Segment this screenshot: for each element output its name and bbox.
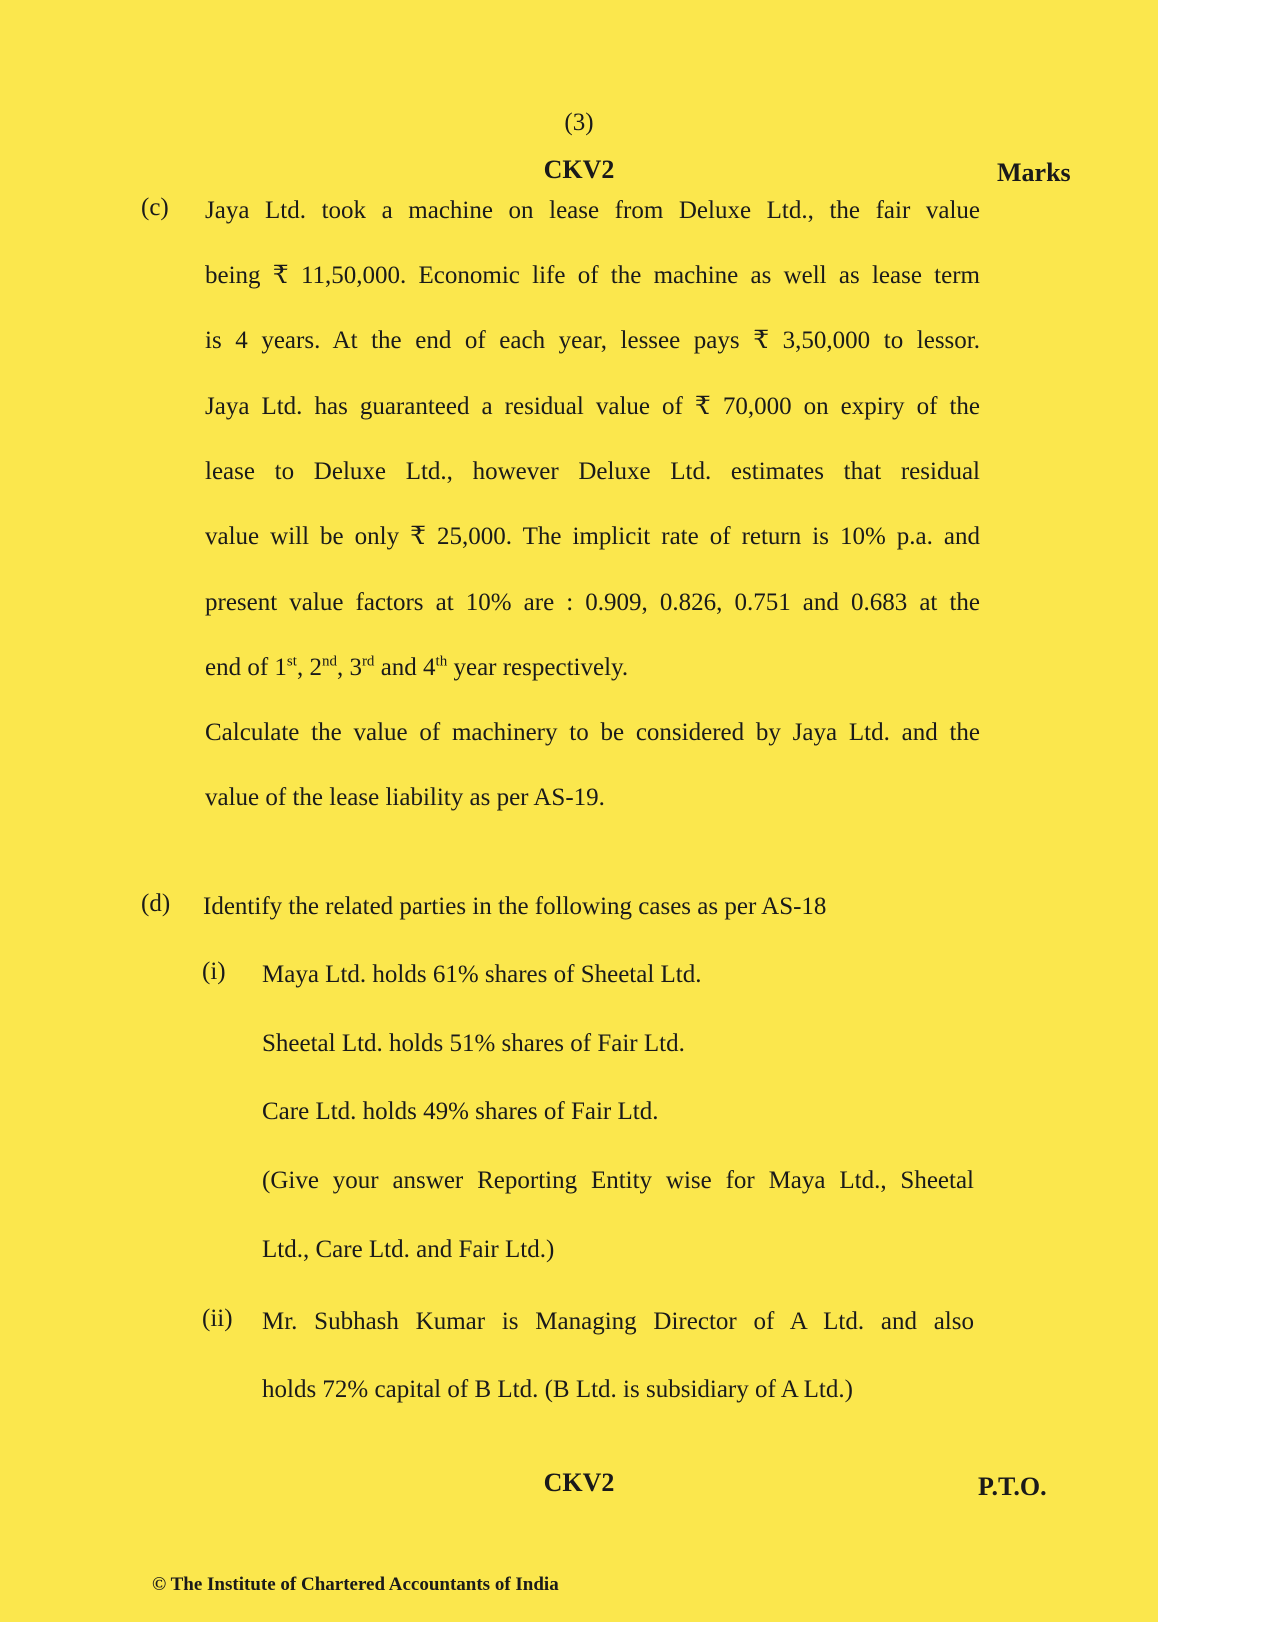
question-c-label: (c) [141,194,169,221]
marks-column-heading: Marks [997,158,1071,187]
copyright-notice: © The Institute of Chartered Accountants of India [152,1574,559,1595]
case-i-line-5: Ltd., Care Ltd. and Fair Ltd.) [262,1236,555,1263]
paper-code-footer: CKV2 [543,1468,615,1497]
case-ii-line-2: holds 72% capital of B Ltd. (B Ltd. is subsidiary of A Ltd.) [262,1376,853,1403]
case-i-line-3: Care Ltd. holds 49% shares of Fair Ltd. [262,1098,659,1125]
question-c-line-8: end of 1st, 2nd, 3rd and 4th year respectively. [205,653,629,681]
question-c-line-6: value will be only ₹ 25,000. The implicit rate of return is 10% p.a. and [205,523,980,550]
case-ii-label: (ii) [202,1305,233,1332]
question-c-line-2: being ₹ 11,50,000. Economic life of the machine as well as lease term [205,262,980,289]
question-c-instruction-line-2: value of the lease liability as per AS-19. [205,784,605,811]
question-c-line-3: is 4 years. At the end of each year, lessee pays ₹ 3,50,000 to lessor. [205,327,980,354]
question-c-line-4: Jaya Ltd. has guaranteed a residual value of ₹ 70,000 on expiry of the [205,393,980,420]
case-i-label: (i) [202,958,226,985]
question-c-line-7: present value factors at 10% are : 0.909, 0.826, 0.751 and 0.683 at the [205,589,980,616]
question-c-line-5: lease to Deluxe Ltd., however Deluxe Ltd. estimates that residual [205,458,980,485]
case-i-line-4: (Give your answer Reporting Entity wise for Maya Ltd., Sheetal [262,1167,974,1194]
case-i-line-2: Sheetal Ltd. holds 51% shares of Fair Ltd. [262,1030,685,1057]
case-i-line-1: Maya Ltd. holds 61% shares of Sheetal Ltd. [262,961,702,988]
question-c-line-1: Jaya Ltd. took a machine on lease from Deluxe Ltd., the fair value [205,197,980,224]
please-turn-over: P.T.O. [978,1472,1047,1501]
question-c-instruction-line-1: Calculate the value of machinery to be considered by Jaya Ltd. and the [205,719,980,746]
question-d-intro: Identify the related parties in the following cases as per AS-18 [203,893,827,920]
page-number: (3) [564,109,594,136]
question-d-label: (d) [141,890,171,917]
paper-code-header: CKV2 [543,155,615,184]
case-ii-line-1: Mr. Subhash Kumar is Managing Director of A Ltd. and also [262,1308,974,1335]
